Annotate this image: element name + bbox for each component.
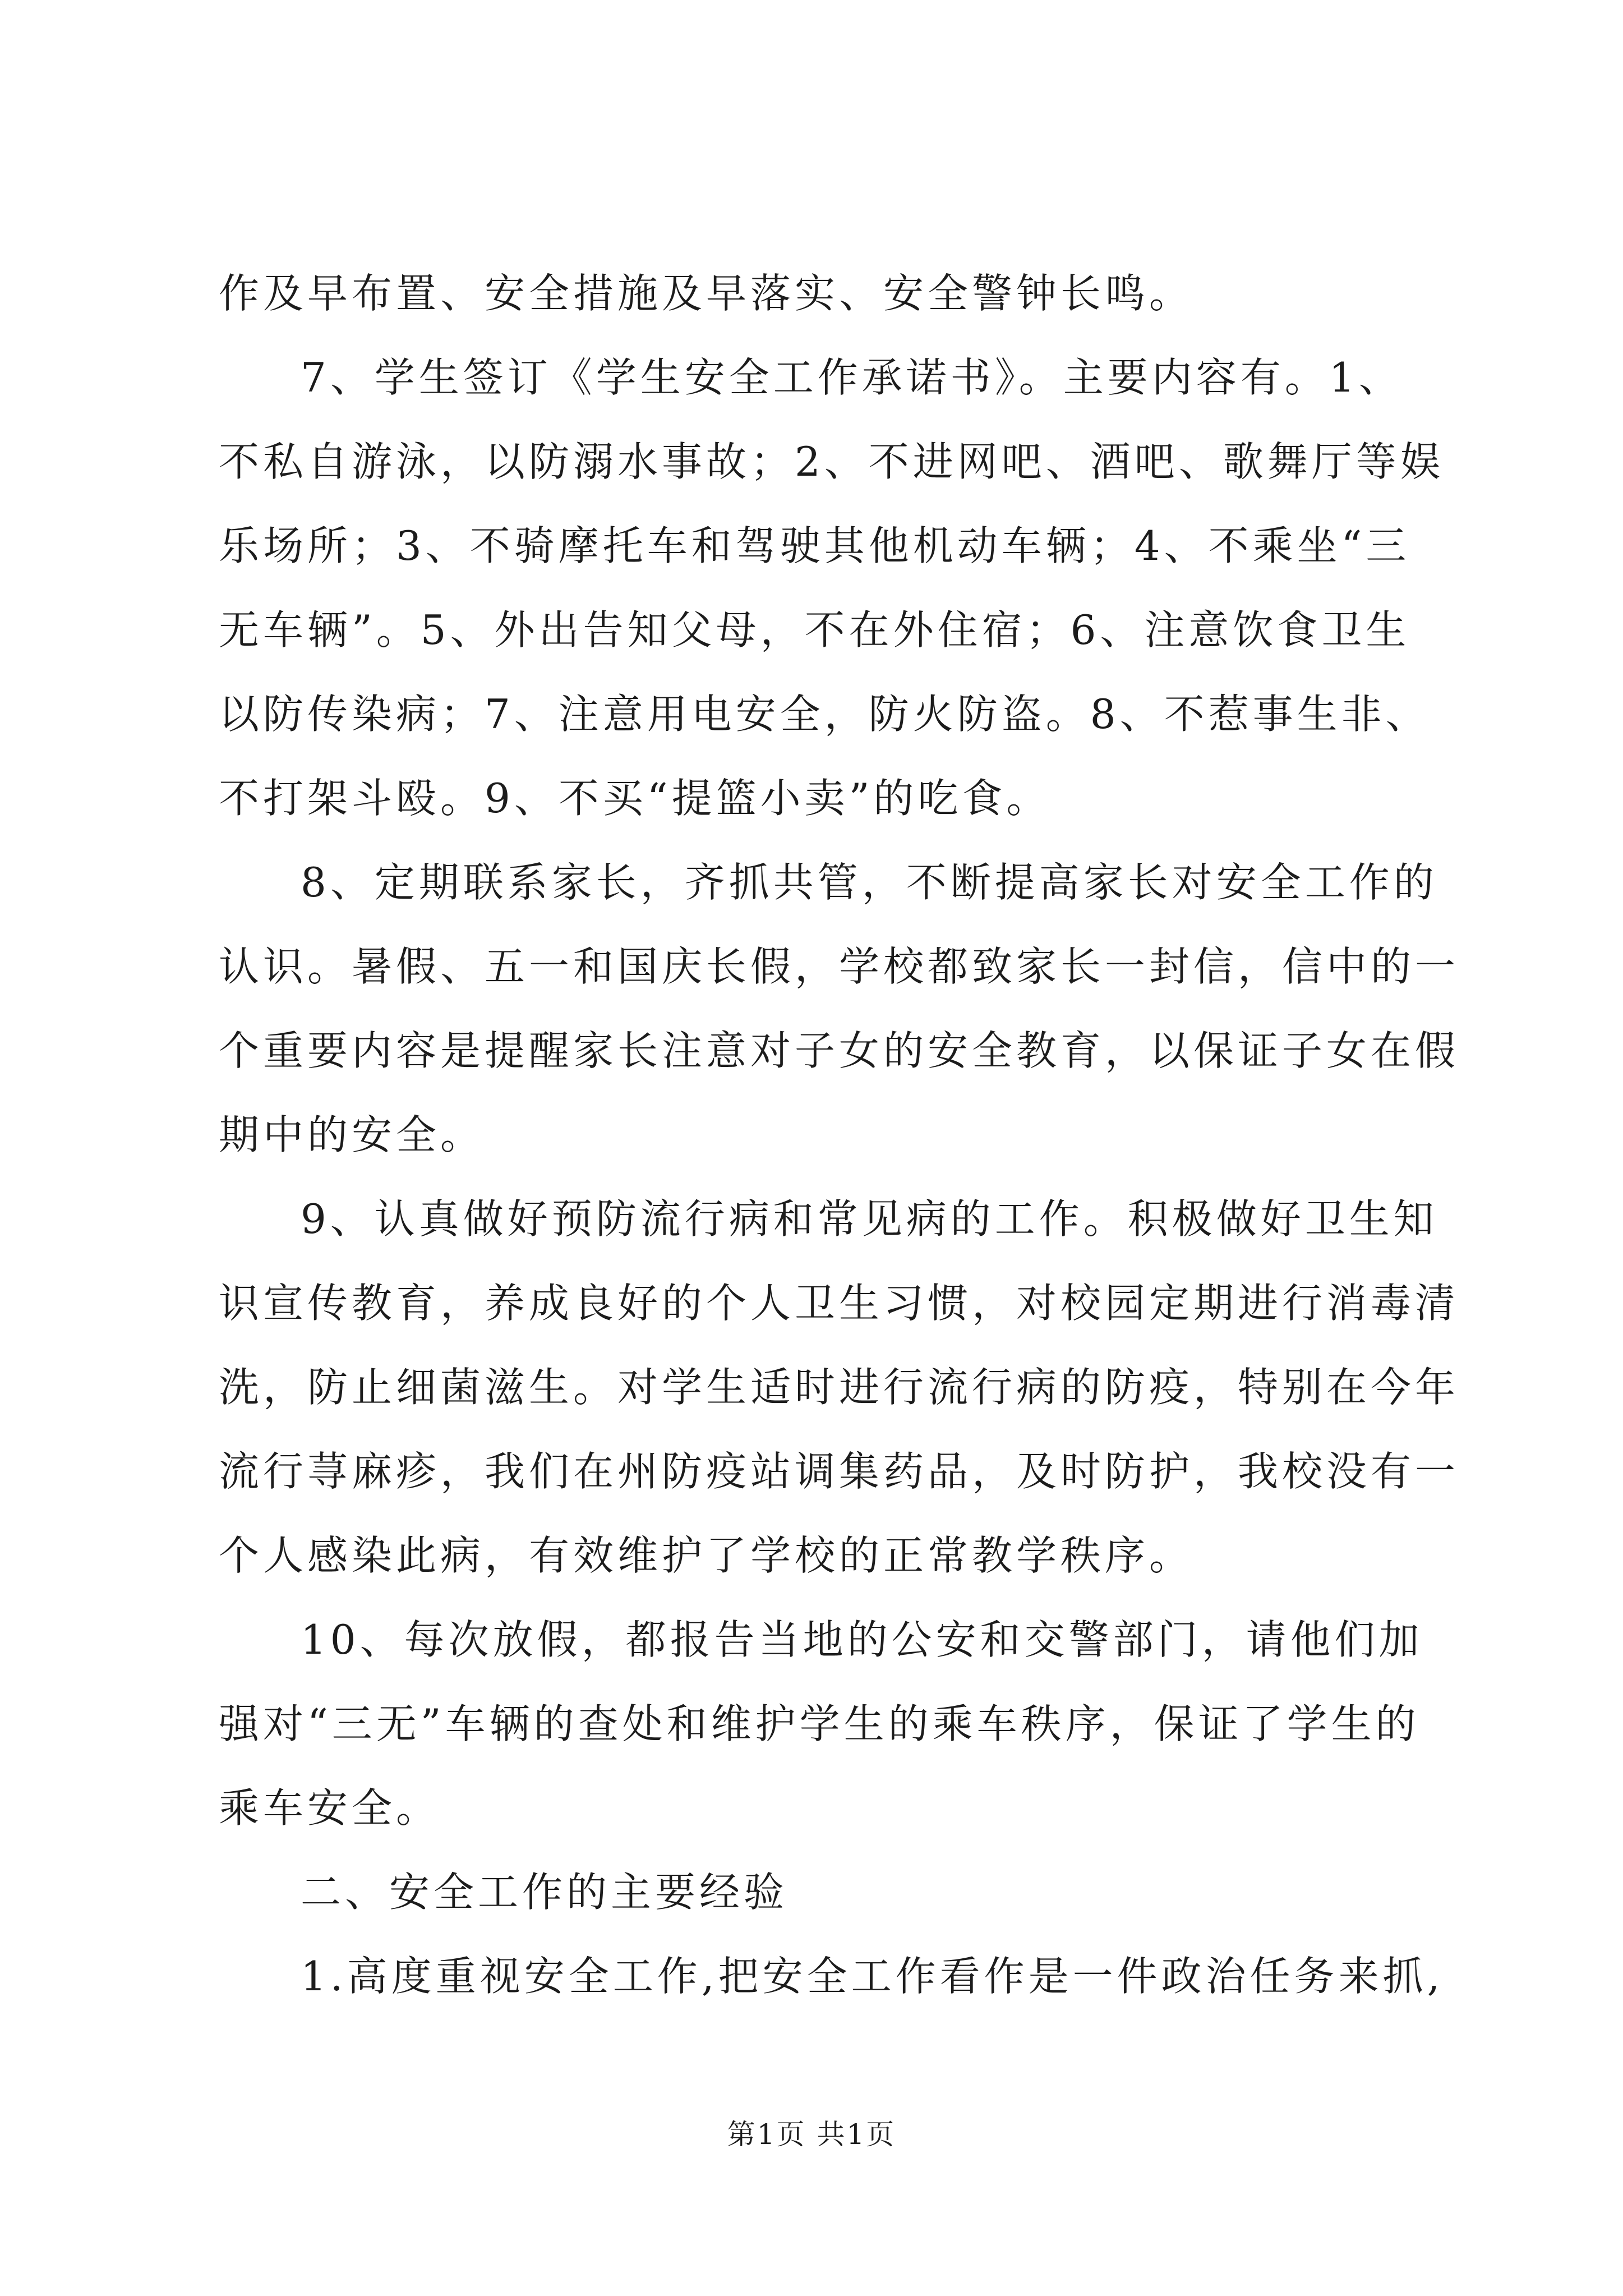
text-line: 8、定期联系家长，齐抓共管，不断提高家长对安全工作的 xyxy=(301,859,1438,906)
text-line: 1.高度重视安全工作,把安全工作看作是一件政治任务来抓, xyxy=(301,1953,1444,2000)
text-line: 个重要内容是提醒家长注意对子女的安全教育，以保证子女在假 xyxy=(219,1027,1460,1074)
text-line: 以防传染病；7、注意用电安全，防火防盗。8、不惹事生非、 xyxy=(219,691,1430,738)
text-line: 不打架斗殴。9、不买“提篮小卖”的吃食。 xyxy=(219,775,1051,822)
text-line: 洗，防止细菌滋生。对学生适时进行流行病的防疫，特别在今年 xyxy=(219,1364,1460,1411)
text-line: 乐场所；3、不骑摩托车和驾驶其他机动车辆；4、不乘坐“三 xyxy=(219,522,1410,569)
text-line: 期中的安全。 xyxy=(219,1111,485,1158)
text-line: 7、学生签订《学生安全工作承诺书》。主要内容有。1、 xyxy=(301,354,1403,401)
text-line: 认识。暑假、五一和国庆长假，学校都致家长一封信，信中的一 xyxy=(219,943,1460,990)
text-line: 乘车安全。 xyxy=(219,1784,441,1832)
text-line: 10、每次放假，都报告当地的公安和交警部门，请他们加 xyxy=(301,1616,1423,1663)
text-line: 识宣传教育，养成良好的个人卫生习惯，对校园定期进行消毒清 xyxy=(219,1280,1460,1327)
text-line: 无车辆”。5、外出告知父母，不在外住宿；6、注意饮食卫生 xyxy=(219,606,1410,654)
text-line: 流行荨麻疹，我们在州防疫站调集药品，及时防护，我校没有一 xyxy=(219,1448,1460,1495)
text-line: 不私自游泳，以防溺水事故；2、不进网吧、酒吧、歌舞厅等娱 xyxy=(219,438,1445,485)
text-line: 强对“三无”车辆的查处和维护学生的乘车秩序，保证了学生的 xyxy=(219,1700,1420,1747)
text-line: 9、认真做好预防流行病和常见病的工作。积极做好卫生知 xyxy=(301,1195,1438,1243)
body-text xyxy=(219,251,1460,2018)
text-line: 作及早布置、安全措施及早落实、安全警钟长鸣。 xyxy=(219,270,1194,317)
text-line: 个人感染此病，有效维护了学校的正常教学秩序。 xyxy=(219,1532,1194,1579)
page-number-footer: 第1页 共1页 xyxy=(727,2118,896,2151)
section-heading: 二、安全工作的主要经验 xyxy=(301,1869,789,1916)
